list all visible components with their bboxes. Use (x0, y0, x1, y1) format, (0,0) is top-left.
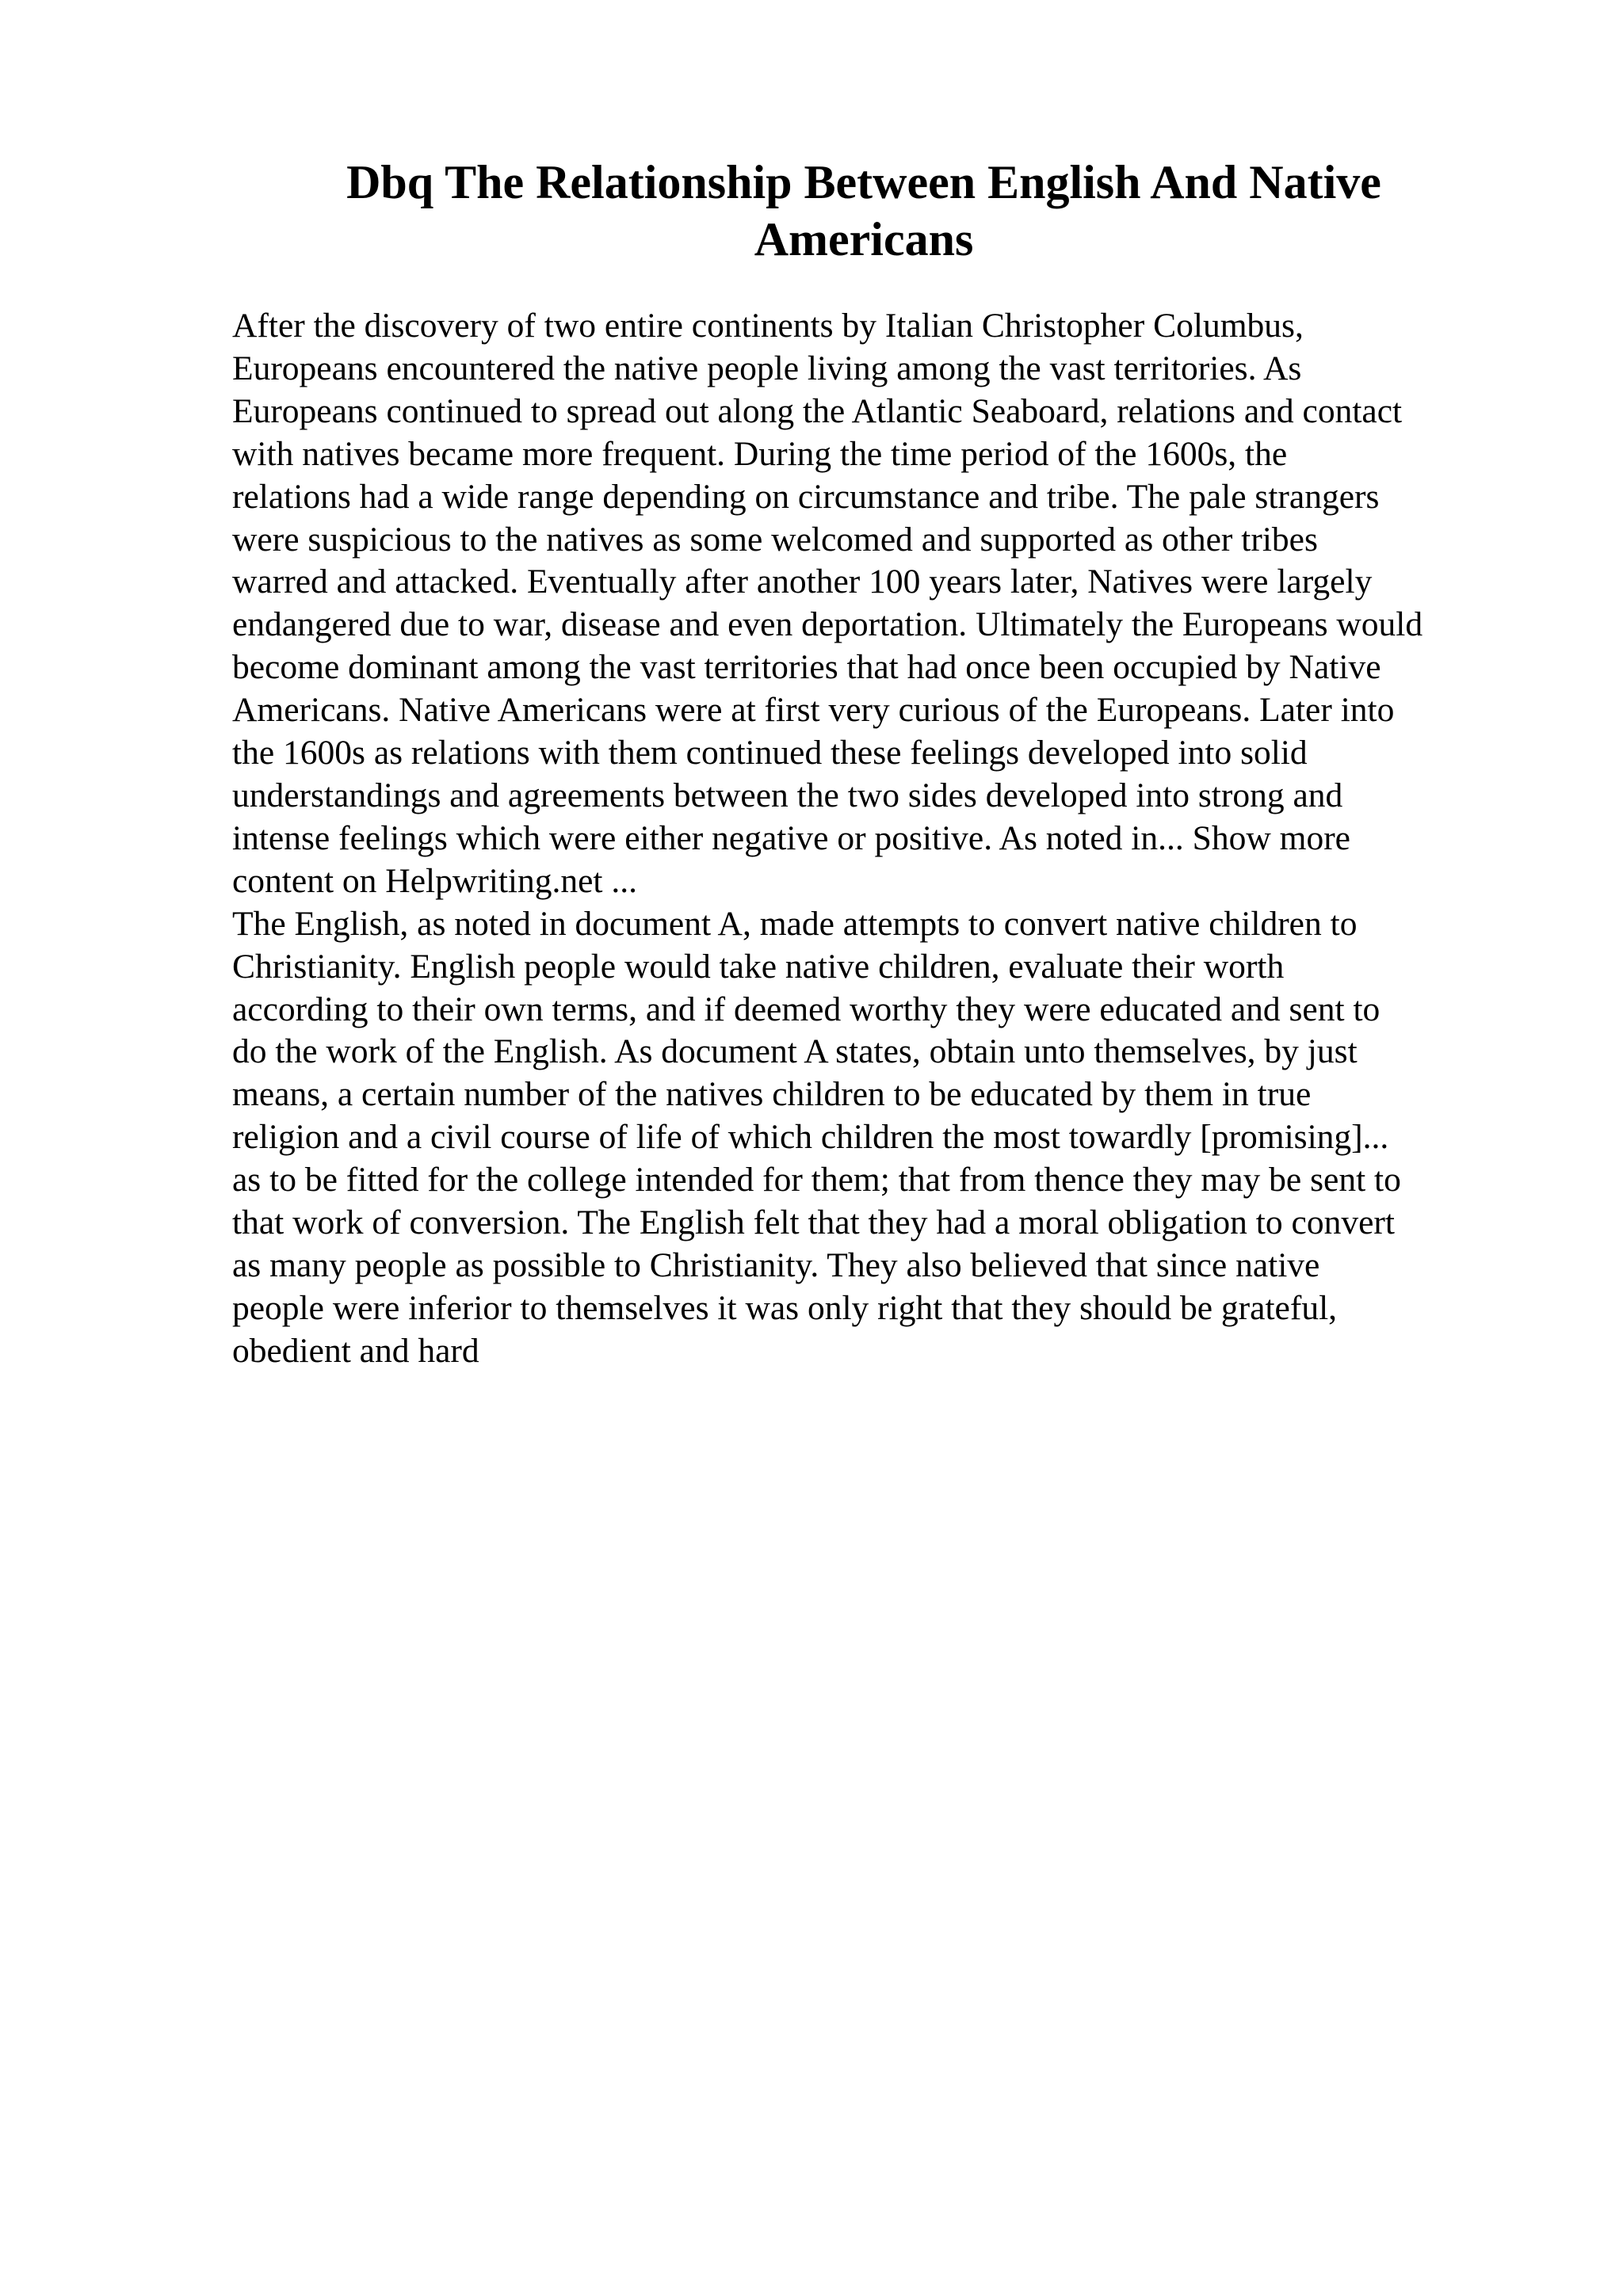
body-line: Europeans encountered the native people living among the vast territories. As (232, 349, 1302, 387)
body-line: Christianity. English people would take native children, evaluate their worth (232, 947, 1285, 986)
title-line: Americans (754, 213, 974, 265)
body-line: endangered due to war, disease and even deportation. Ultimately the Europeans would (232, 605, 1423, 644)
body-line: become dominant among the vast territories that had once been occupied by Native (232, 648, 1381, 687)
body-line: content on Helpwriting.net ... (232, 861, 638, 900)
body-line: means, a certain number of the natives children to be educated by them in true (232, 1075, 1312, 1114)
body-line: do the work of the English. As document A states, obtain unto themselves, by just (232, 1032, 1358, 1071)
body-line: the 1600s as relations with them continued these feelings developed into solid (232, 734, 1308, 772)
body-line: Americans. Native Americans were at first very curious of the Europeans. Later into (232, 691, 1395, 730)
body-line: that work of conversion. The English felt that they had a moral obligation to convert (232, 1203, 1395, 1242)
body-line: people were inferior to themselves it was only right that they should be grateful, (232, 1288, 1338, 1327)
body-line: warred and attacked. Eventually after another 100 years later, Natives were largely (232, 563, 1373, 601)
body-line: intense feelings which were either negative or positive. As noted in... Show more (232, 818, 1350, 857)
body-line: were suspicious to the natives as some welcomed and supported as other tribes (232, 520, 1318, 559)
body-line: religion and a civil course of life of which children the most towardly [promising]... (232, 1118, 1389, 1157)
body-line: as to be fitted for the college intended for them; that from thence they may be sent to (232, 1161, 1401, 1199)
body-line: understandings and agreements between the two sides developed into strong and (232, 776, 1343, 814)
body-line: according to their own terms, and if deemed worthy they were educated and sent to (232, 990, 1381, 1028)
title-line: Dbq The Relationship Between English And Native (346, 156, 1381, 208)
body-line: as many people as possible to Christianity. They also believed that since native (232, 1245, 1320, 1284)
document-body (232, 305, 1595, 1373)
body-line: obedient and hard (232, 1331, 479, 1370)
document-title (230, 154, 1498, 268)
body-line: After the discovery of two entire continents by Italian Christopher Columbus, (232, 307, 1304, 345)
body-line: The English, as noted in document A, made attempts to convert native children to (232, 904, 1358, 943)
body-line: with natives became more frequent. During the time period of the 1600s, the (232, 434, 1288, 473)
body-line: relations had a wide range depending on circumstance and tribe. The pale strangers (232, 477, 1380, 516)
body-line: Europeans continued to spread out along the Atlantic Seaboard, relations and contact (232, 391, 1403, 430)
